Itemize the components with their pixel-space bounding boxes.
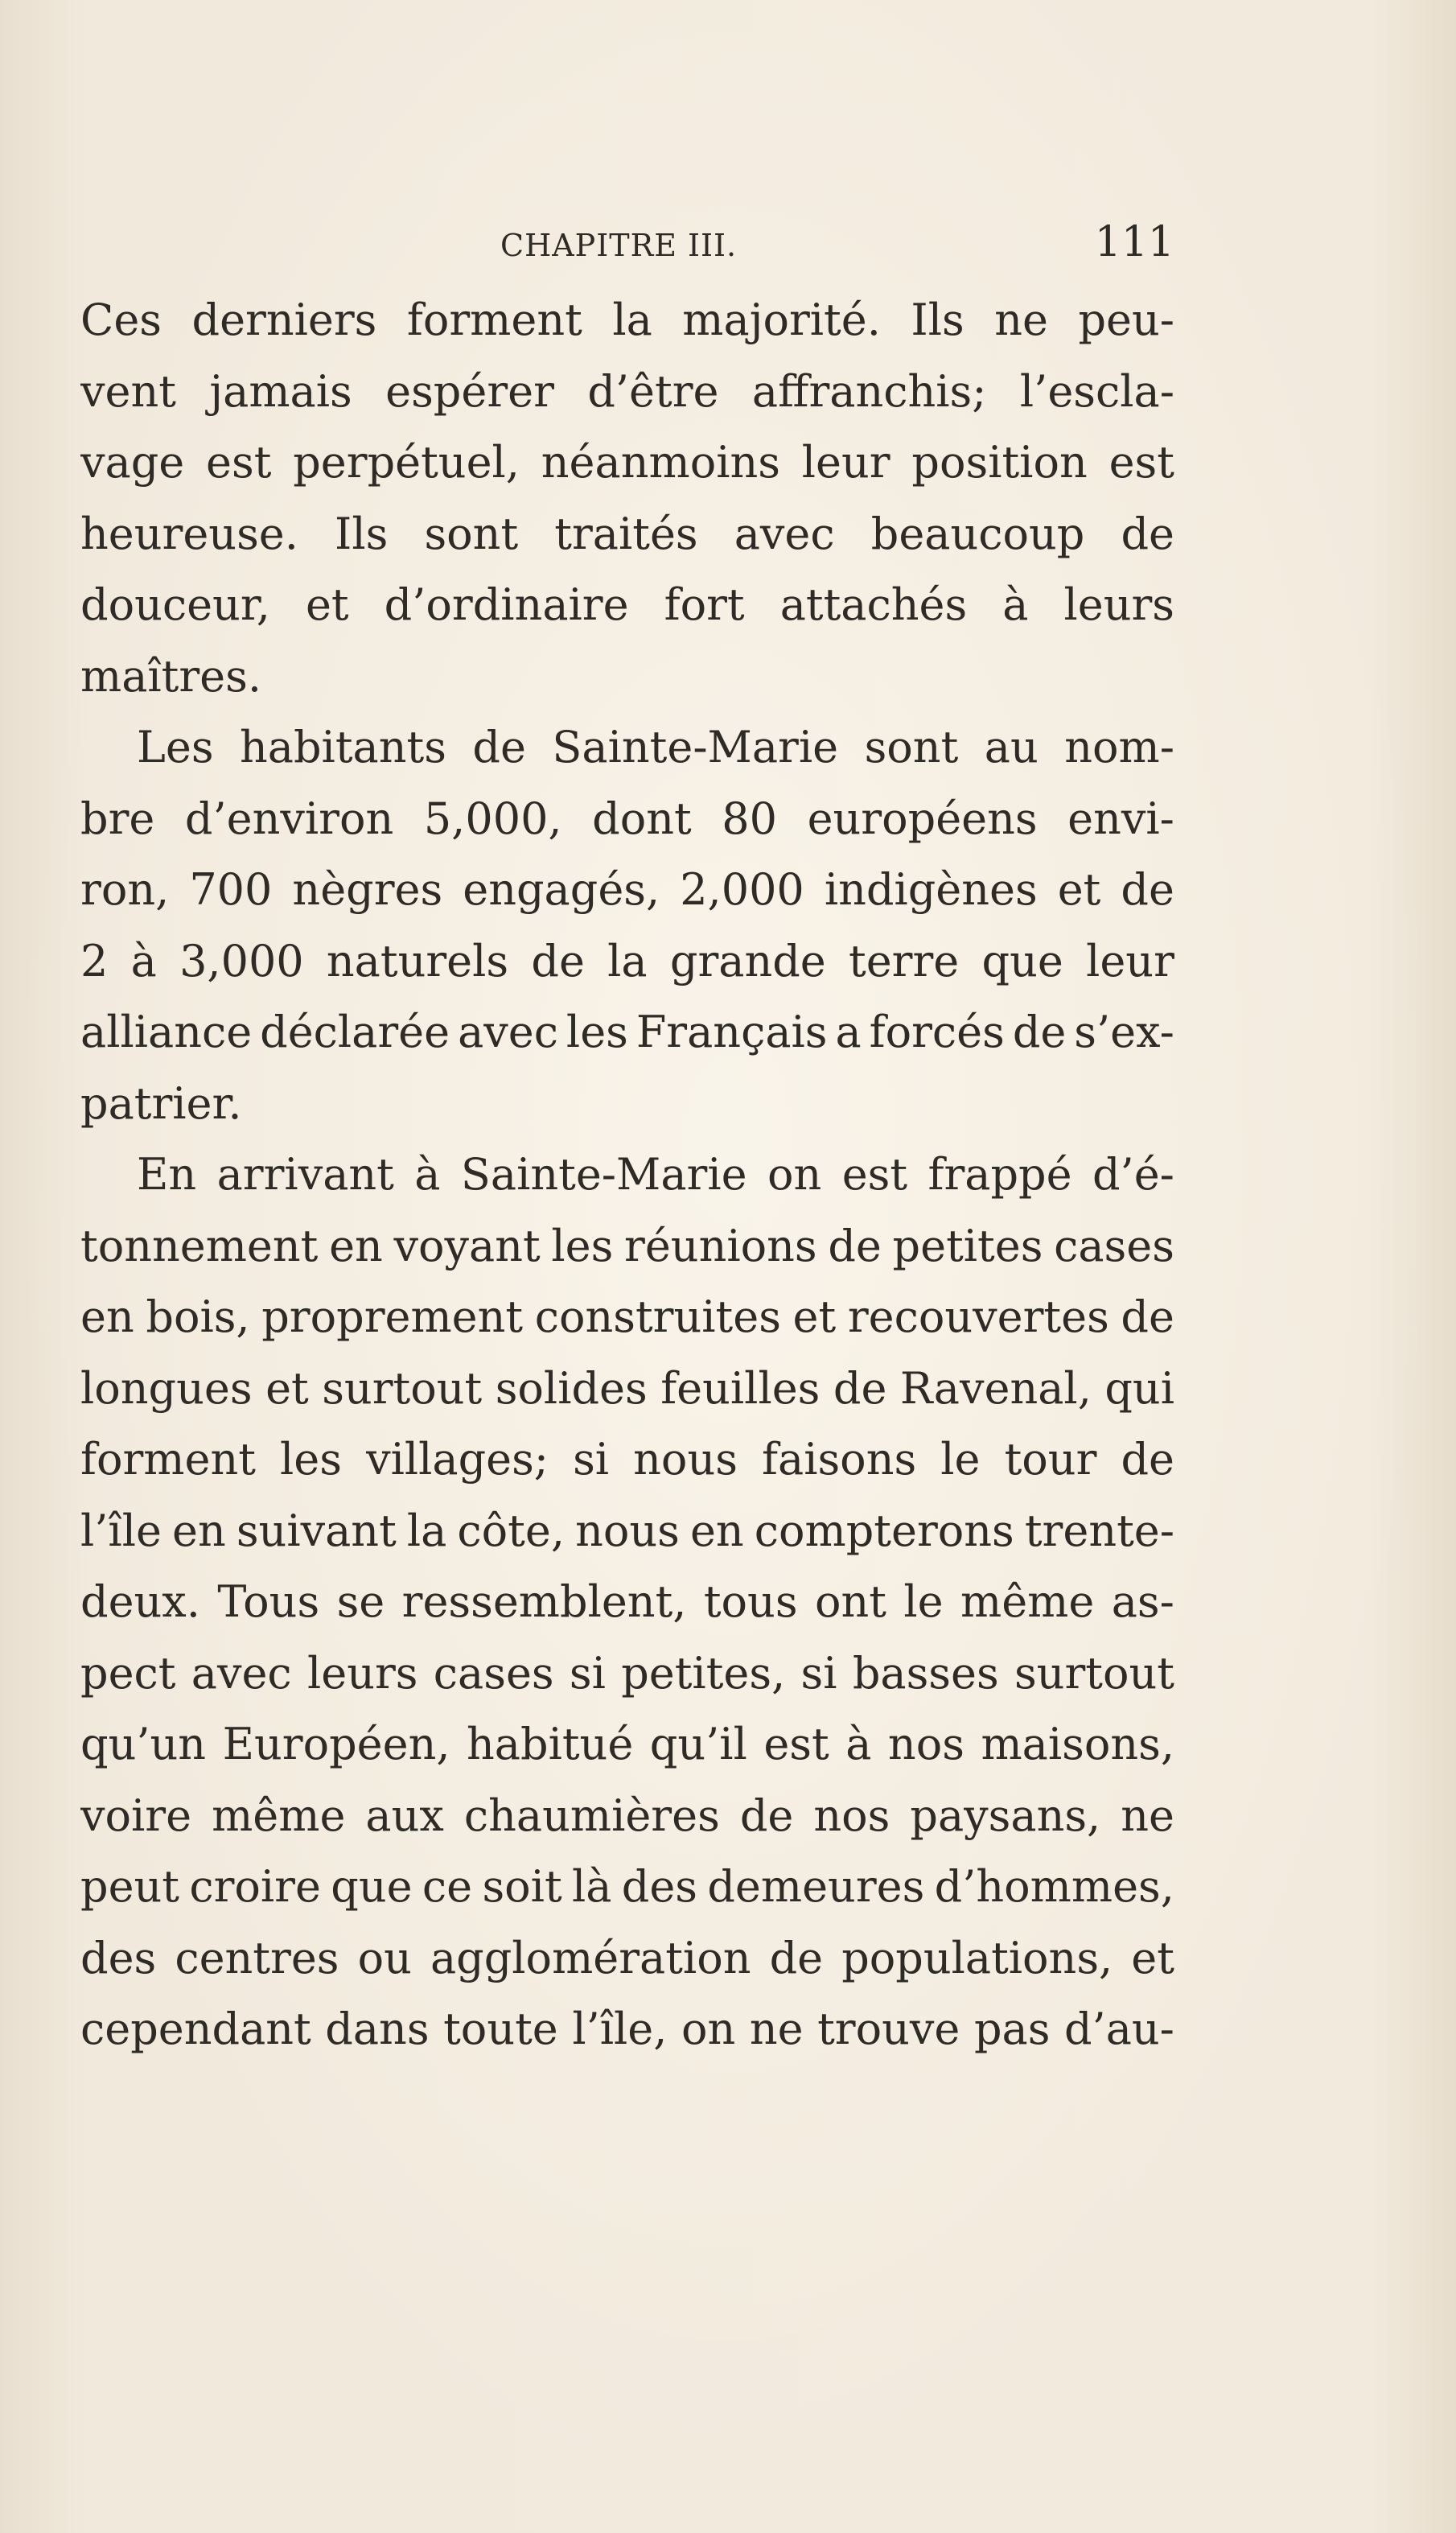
- text-word: néanmoins: [541, 437, 780, 488]
- text-line: [80, 1211, 1174, 1283]
- text-word: construites: [534, 1291, 781, 1342]
- text-word: demeures: [707, 1861, 925, 1912]
- text-word: solides: [495, 1362, 648, 1414]
- text-word: à: [845, 1719, 872, 1769]
- text-word: le: [940, 1434, 981, 1485]
- text-word: bre: [80, 793, 155, 844]
- text-word: proprement: [261, 1291, 524, 1342]
- text-word: faisons: [762, 1434, 917, 1485]
- text-line: [80, 1353, 1174, 1425]
- text-line: [80, 997, 1174, 1069]
- text-word: et: [265, 1362, 309, 1414]
- text-word: ne: [1121, 1790, 1174, 1841]
- text-word: deux.: [80, 1576, 200, 1627]
- text-word: et: [1057, 864, 1101, 915]
- text-word: à: [414, 1149, 441, 1200]
- text-word: a: [835, 1007, 862, 1057]
- text-word: 2: [80, 935, 109, 986]
- text-word: tonnement: [80, 1220, 319, 1271]
- text-word: sont: [424, 508, 519, 559]
- text-line: [80, 570, 1174, 641]
- text-word: envi-: [1067, 793, 1174, 844]
- text-word: et: [305, 579, 349, 630]
- text-word: centres: [175, 1932, 339, 1983]
- text-word: avec: [458, 1007, 558, 1057]
- text-word: leurs: [306, 1647, 418, 1699]
- text-word: Français: [635, 1007, 828, 1057]
- text-word: des: [621, 1861, 698, 1912]
- text-word: surtout: [322, 1362, 483, 1414]
- text-line: [80, 1496, 1174, 1567]
- text-word: toute: [443, 2004, 558, 2054]
- text-word: cependant: [80, 2004, 311, 2054]
- text-word: ron,: [80, 864, 170, 915]
- text-word: 700: [189, 864, 273, 915]
- text-word: peut: [80, 1861, 180, 1912]
- text-word: les: [280, 1434, 342, 1485]
- text-word: est: [206, 437, 272, 488]
- text-word: déclarée: [260, 1007, 450, 1057]
- text-line: [80, 1424, 1174, 1496]
- text-word: as-: [1111, 1576, 1174, 1627]
- text-word: ont: [814, 1576, 886, 1627]
- text-word: Ravenal,: [899, 1362, 1092, 1414]
- text-word: est: [763, 1719, 829, 1769]
- text-word: le: [903, 1576, 944, 1627]
- page-header: [80, 219, 1174, 267]
- text-word: aux: [365, 1790, 444, 1841]
- text-word: au: [984, 722, 1039, 772]
- text-word: petites: [892, 1220, 1043, 1271]
- text-word: ou: [357, 1932, 412, 1983]
- text-word: nos: [813, 1790, 890, 1841]
- text-word: recouvertes: [847, 1291, 1109, 1342]
- text-word: nous: [575, 1505, 680, 1556]
- text-line: [80, 712, 1174, 784]
- text-word: si: [800, 1647, 837, 1699]
- text-word: maîtres.: [80, 650, 262, 702]
- text-word: l’île,: [572, 2004, 668, 2054]
- text-word: voyant: [393, 1220, 541, 1271]
- text-word: frappé: [927, 1149, 1072, 1200]
- text-word: ne: [749, 2004, 804, 2054]
- text-line: [80, 641, 1174, 713]
- text-word: ressemblent,: [401, 1576, 687, 1627]
- text-word: en: [172, 1505, 226, 1556]
- text-word: surtout: [1014, 1647, 1174, 1699]
- text-word: traités: [554, 508, 698, 559]
- text-word: ne: [994, 294, 1048, 345]
- text-word: chaumières: [463, 1790, 720, 1841]
- text-word: terre: [849, 935, 960, 986]
- text-word: côte,: [457, 1505, 565, 1556]
- text-word: alliance: [80, 1007, 253, 1057]
- text-word: habitants: [240, 722, 446, 772]
- text-word: douceur,: [80, 579, 270, 630]
- text-word: indigènes: [824, 864, 1038, 915]
- text-word: qu’il: [649, 1719, 747, 1769]
- text-word: Européen,: [222, 1719, 450, 1769]
- text-word: de: [769, 1932, 824, 1983]
- text-word: est: [841, 1149, 908, 1200]
- text-word: d’au-: [1063, 2004, 1174, 2054]
- text-line: [80, 285, 1174, 356]
- text-word: d’hommes,: [934, 1861, 1174, 1912]
- text-line: [80, 784, 1174, 855]
- text-word: si: [569, 1647, 606, 1699]
- text-word: longues: [80, 1362, 253, 1414]
- text-word: villages;: [366, 1434, 549, 1485]
- text-word: vage: [80, 437, 185, 488]
- text-word: position: [911, 437, 1088, 488]
- text-word: trente-: [1024, 1505, 1174, 1556]
- text-word: derniers: [191, 294, 377, 345]
- text-word: d’ordinaire: [384, 579, 629, 630]
- text-word: de: [1121, 1291, 1174, 1342]
- text-word: de: [739, 1790, 794, 1841]
- text-word: Ils: [911, 294, 964, 345]
- text-line: [80, 499, 1174, 570]
- text-word: de: [833, 1362, 887, 1414]
- text-word: si: [573, 1434, 610, 1485]
- text-word: et: [1131, 1932, 1174, 1983]
- text-word: attachés: [779, 579, 968, 630]
- text-word: 80: [722, 793, 777, 844]
- text-line: [80, 1709, 1174, 1781]
- text-word: soit: [482, 1861, 562, 1912]
- text-word: avec: [191, 1647, 292, 1699]
- text-word: dont: [592, 793, 692, 844]
- text-line: [80, 1994, 1174, 2066]
- text-word: on: [681, 2004, 736, 2054]
- text-word: compterons: [754, 1505, 1014, 1556]
- text-word: En: [137, 1149, 197, 1200]
- text-word: les: [566, 1007, 628, 1057]
- text-word: leur: [1086, 935, 1174, 986]
- text-word: agglomération: [430, 1932, 751, 1983]
- text-word: qu’un: [80, 1719, 207, 1769]
- text-line: [80, 855, 1174, 926]
- text-word: l’escla-: [1019, 365, 1174, 417]
- text-word: même: [212, 1790, 346, 1841]
- text-word: que: [331, 1861, 413, 1912]
- text-word: 3,000: [179, 935, 304, 986]
- text-word: européens: [807, 793, 1038, 844]
- text-word: grande: [669, 935, 826, 986]
- text-word: de: [828, 1220, 882, 1271]
- text-word: jamais: [209, 365, 352, 417]
- text-word: Les: [137, 722, 214, 772]
- text-word: tour: [1004, 1434, 1097, 1485]
- text-line: [80, 1851, 1174, 1923]
- text-word: d’être: [587, 365, 719, 417]
- text-word: nègres: [292, 864, 443, 915]
- text-line: [80, 1282, 1174, 1353]
- text-word: leur: [801, 437, 890, 488]
- page-number: 111: [1094, 218, 1174, 266]
- text-word: populations,: [841, 1932, 1113, 1983]
- text-body: [80, 285, 1174, 2066]
- text-word: arrivant: [216, 1149, 394, 1200]
- text-line: [80, 1069, 1174, 1140]
- text-word: d’é-: [1092, 1149, 1174, 1200]
- text-word: de: [1012, 1007, 1067, 1057]
- text-word: nous: [633, 1434, 738, 1485]
- text-word: tous: [703, 1576, 798, 1627]
- text-line: [80, 1781, 1174, 1852]
- text-word: même: [960, 1576, 1095, 1627]
- text-word: la: [406, 1505, 447, 1556]
- text-word: on: [767, 1149, 822, 1200]
- text-word: sont: [864, 722, 959, 772]
- text-word: petites,: [621, 1647, 786, 1699]
- text-word: patrier.: [80, 1077, 242, 1129]
- text-word: cases: [433, 1647, 554, 1699]
- text-word: engagés,: [463, 864, 660, 915]
- text-line: [80, 1139, 1174, 1211]
- text-line: [80, 427, 1174, 499]
- text-word: Sainte-Marie: [460, 1149, 747, 1200]
- text-line: [80, 1638, 1174, 1710]
- text-word: nos: [887, 1719, 964, 1769]
- text-word: pas: [973, 2004, 1051, 2054]
- text-word: ce: [422, 1861, 473, 1912]
- text-word: s’ex-: [1074, 1007, 1174, 1057]
- text-word: suivant: [236, 1505, 397, 1556]
- text-word: à: [1002, 579, 1029, 630]
- text-word: vent: [80, 365, 176, 417]
- text-word: leurs: [1063, 579, 1174, 630]
- text-word: Tous: [217, 1576, 320, 1627]
- text-word: que: [981, 935, 1063, 986]
- text-word: maisons,: [981, 1719, 1174, 1769]
- text-word: dans: [325, 2004, 430, 2054]
- text-word: de: [1121, 508, 1174, 559]
- text-word: qui: [1104, 1362, 1174, 1414]
- text-word: se: [336, 1576, 385, 1627]
- text-word: de: [472, 722, 526, 772]
- text-word: les: [551, 1220, 614, 1271]
- text-word: majorité.: [682, 294, 881, 345]
- text-word: fort: [664, 579, 745, 630]
- text-word: voire: [80, 1790, 192, 1841]
- text-line: [80, 1567, 1174, 1638]
- text-word: habitué: [467, 1719, 634, 1769]
- text-word: de: [1121, 1434, 1174, 1485]
- text-word: affranchis;: [751, 365, 987, 417]
- text-word: la: [607, 935, 648, 986]
- text-word: forment: [406, 294, 582, 345]
- text-line: [80, 1923, 1174, 1995]
- text-word: forment: [80, 1434, 256, 1485]
- text-word: espérer: [385, 365, 554, 417]
- text-word: trouve: [817, 2004, 960, 2054]
- text-word: pect: [80, 1647, 176, 1699]
- text-word: bois,: [146, 1291, 250, 1342]
- text-word: et: [792, 1291, 837, 1342]
- text-word: Ces: [80, 294, 162, 345]
- text-word: à: [130, 935, 157, 986]
- text-word: de: [1121, 864, 1174, 915]
- text-word: l’île: [80, 1505, 162, 1556]
- text-word: 5,000,: [423, 793, 562, 844]
- text-word: perpétuel,: [293, 437, 520, 488]
- text-word: nom-: [1064, 722, 1174, 772]
- text-line: [80, 356, 1174, 428]
- text-word: là: [571, 1861, 612, 1912]
- text-word: Sainte-Marie: [552, 722, 839, 772]
- text-word: en: [329, 1220, 383, 1271]
- text-word: peu-: [1078, 294, 1174, 345]
- text-word: en: [80, 1291, 134, 1342]
- text-word: cases: [1054, 1220, 1174, 1271]
- text-word: beaucoup: [870, 508, 1085, 559]
- text-word: forcés: [869, 1007, 1005, 1057]
- text-word: est: [1108, 437, 1174, 488]
- text-word: la: [612, 294, 652, 345]
- running-head: CHAPITRE III.: [500, 228, 738, 263]
- text-word: en: [689, 1505, 744, 1556]
- text-word: de: [531, 935, 585, 986]
- text-line: [80, 926, 1174, 998]
- text-word: heureuse.: [80, 508, 298, 559]
- text-word: croire: [189, 1861, 321, 1912]
- text-word: Ils: [335, 508, 389, 559]
- text-word: des: [80, 1932, 157, 1983]
- text-word: 2,000: [680, 864, 804, 915]
- text-word: avec: [734, 508, 835, 559]
- text-word: basses: [852, 1647, 999, 1699]
- text-word: réunions: [624, 1220, 817, 1271]
- text-word: d’environ: [184, 793, 394, 844]
- text-word: naturels: [326, 935, 509, 986]
- text-word: feuilles: [660, 1362, 821, 1414]
- text-word: paysans,: [910, 1790, 1101, 1841]
